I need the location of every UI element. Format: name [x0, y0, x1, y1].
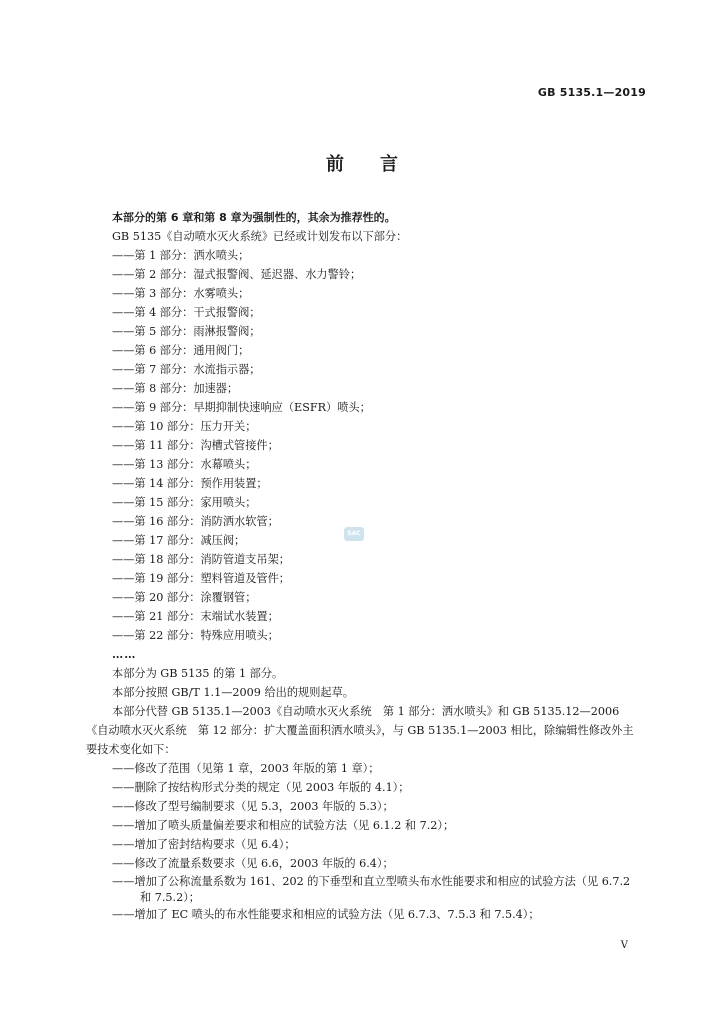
sac-watermark-logo: SAC — [344, 527, 364, 541]
list-item: ——第 14 部分：预作用装置； — [112, 477, 268, 490]
mandatory-note: 本部分的第 6 章和第 8 章为强制性的，其余为推荐性的。 — [112, 211, 396, 224]
list-item: ——删除了按结构形式分类的规定（见 2003 年版的 4.1）； — [112, 781, 410, 794]
list-item: ——第 17 部分：减压阀； — [112, 534, 246, 547]
list-item: ——增加了喷头质量偏差要求和相应的试验方法（见 6.1.2 和 7.2）； — [112, 819, 455, 832]
list-item: ——修改了范围（见第 1 章，2003 年版的第 1 章）； — [112, 762, 380, 775]
list-item: ——第 18 部分：消防管道支吊架； — [112, 553, 290, 566]
list-item: ——修改了型号编制要求（见 5.3，2003 年版的 5.3）； — [112, 800, 394, 813]
list-item: ——第 13 部分：水幕喷头； — [112, 458, 257, 471]
list-item: ——第 15 部分：家用喷头； — [112, 496, 257, 509]
list-item: ——第 5 部分：雨淋报警阀； — [112, 325, 261, 338]
list-item: ——第 11 部分：沟槽式管接件； — [112, 439, 279, 452]
list-item: ——第 10 部分：压力开关； — [112, 420, 257, 433]
list-item: ——第 16 部分：消防洒水软管； — [112, 515, 279, 528]
list-item: ——第 19 部分：塑料管道及管件； — [112, 572, 290, 585]
list-item: ——增加了密封结构要求（见 6.4）； — [112, 838, 296, 851]
page-number: V — [620, 940, 628, 951]
list-item: ——第 20 部分：涂覆钢管； — [112, 591, 257, 604]
part-statement: 本部分为 GB 5135 的第 1 部分。 — [112, 667, 284, 680]
list-item: ——第 3 部分：水雾喷头； — [112, 287, 250, 300]
list-item: ——第 21 部分：末端试水装置； — [112, 610, 279, 623]
list-item: ——增加了 EC 喷头的布水性能要求和相应的试验方法（见 6.7.3、7.5.3 和 7.5.4）； — [112, 908, 540, 921]
list-item: ——第 7 部分：水流指示器； — [112, 363, 261, 376]
list-item: ——修改了流量系数要求（见 6.6，2003 年版的 6.4）； — [112, 857, 394, 870]
list-item: ——第 4 部分：干式报警阀； — [112, 306, 261, 319]
drafting-rule: 本部分按照 GB/T 1.1—2009 给出的规则起草。 — [112, 686, 354, 699]
list-item: ——第 6 部分：通用阀门； — [112, 344, 250, 357]
ellipsis: …… — [112, 647, 137, 661]
list-item: ——增加了公称流量系数为 161、202 的下垂型和直立型喷头布水性能要求和相应的试验方法（见 6.7.2 和 7.5.2）； — [112, 875, 631, 904]
parts-list — [86, 246, 634, 645]
list-item: ——第 9 部分：早期抑制快速响应（ESFR）喷头； — [112, 401, 371, 414]
list-item: ——第 2 部分：湿式报警阀、延迟器、水力警铃； — [112, 268, 362, 281]
list-item: ——第 1 部分：洒水喷头； — [112, 249, 250, 262]
series-intro: GB 5135《自动喷水灭火系统》已经或计划发布以下部分： — [112, 230, 408, 243]
page-title: 前言 — [326, 154, 434, 175]
list-item: ——第 8 部分：加速器； — [112, 382, 239, 395]
changes-list — [86, 759, 634, 924]
list-item: ——第 22 部分：特殊应用喷头； — [112, 629, 279, 642]
standard-code: GB 5135.1—2019 — [537, 86, 646, 99]
replacement-paragraph: 本部分代替 GB 5135.1—2003《自动喷水灭火系统 第 1 部分：洒水喷头》和 GB 5135.12—2006《自动喷水灭火系统 第 12 部分：扩大覆盖面积洒水喷头》，与 GB 5135.1—2003 相比，除编辑性修改外主要技术变化如下： — [86, 705, 634, 756]
foreword-body — [86, 208, 634, 924]
